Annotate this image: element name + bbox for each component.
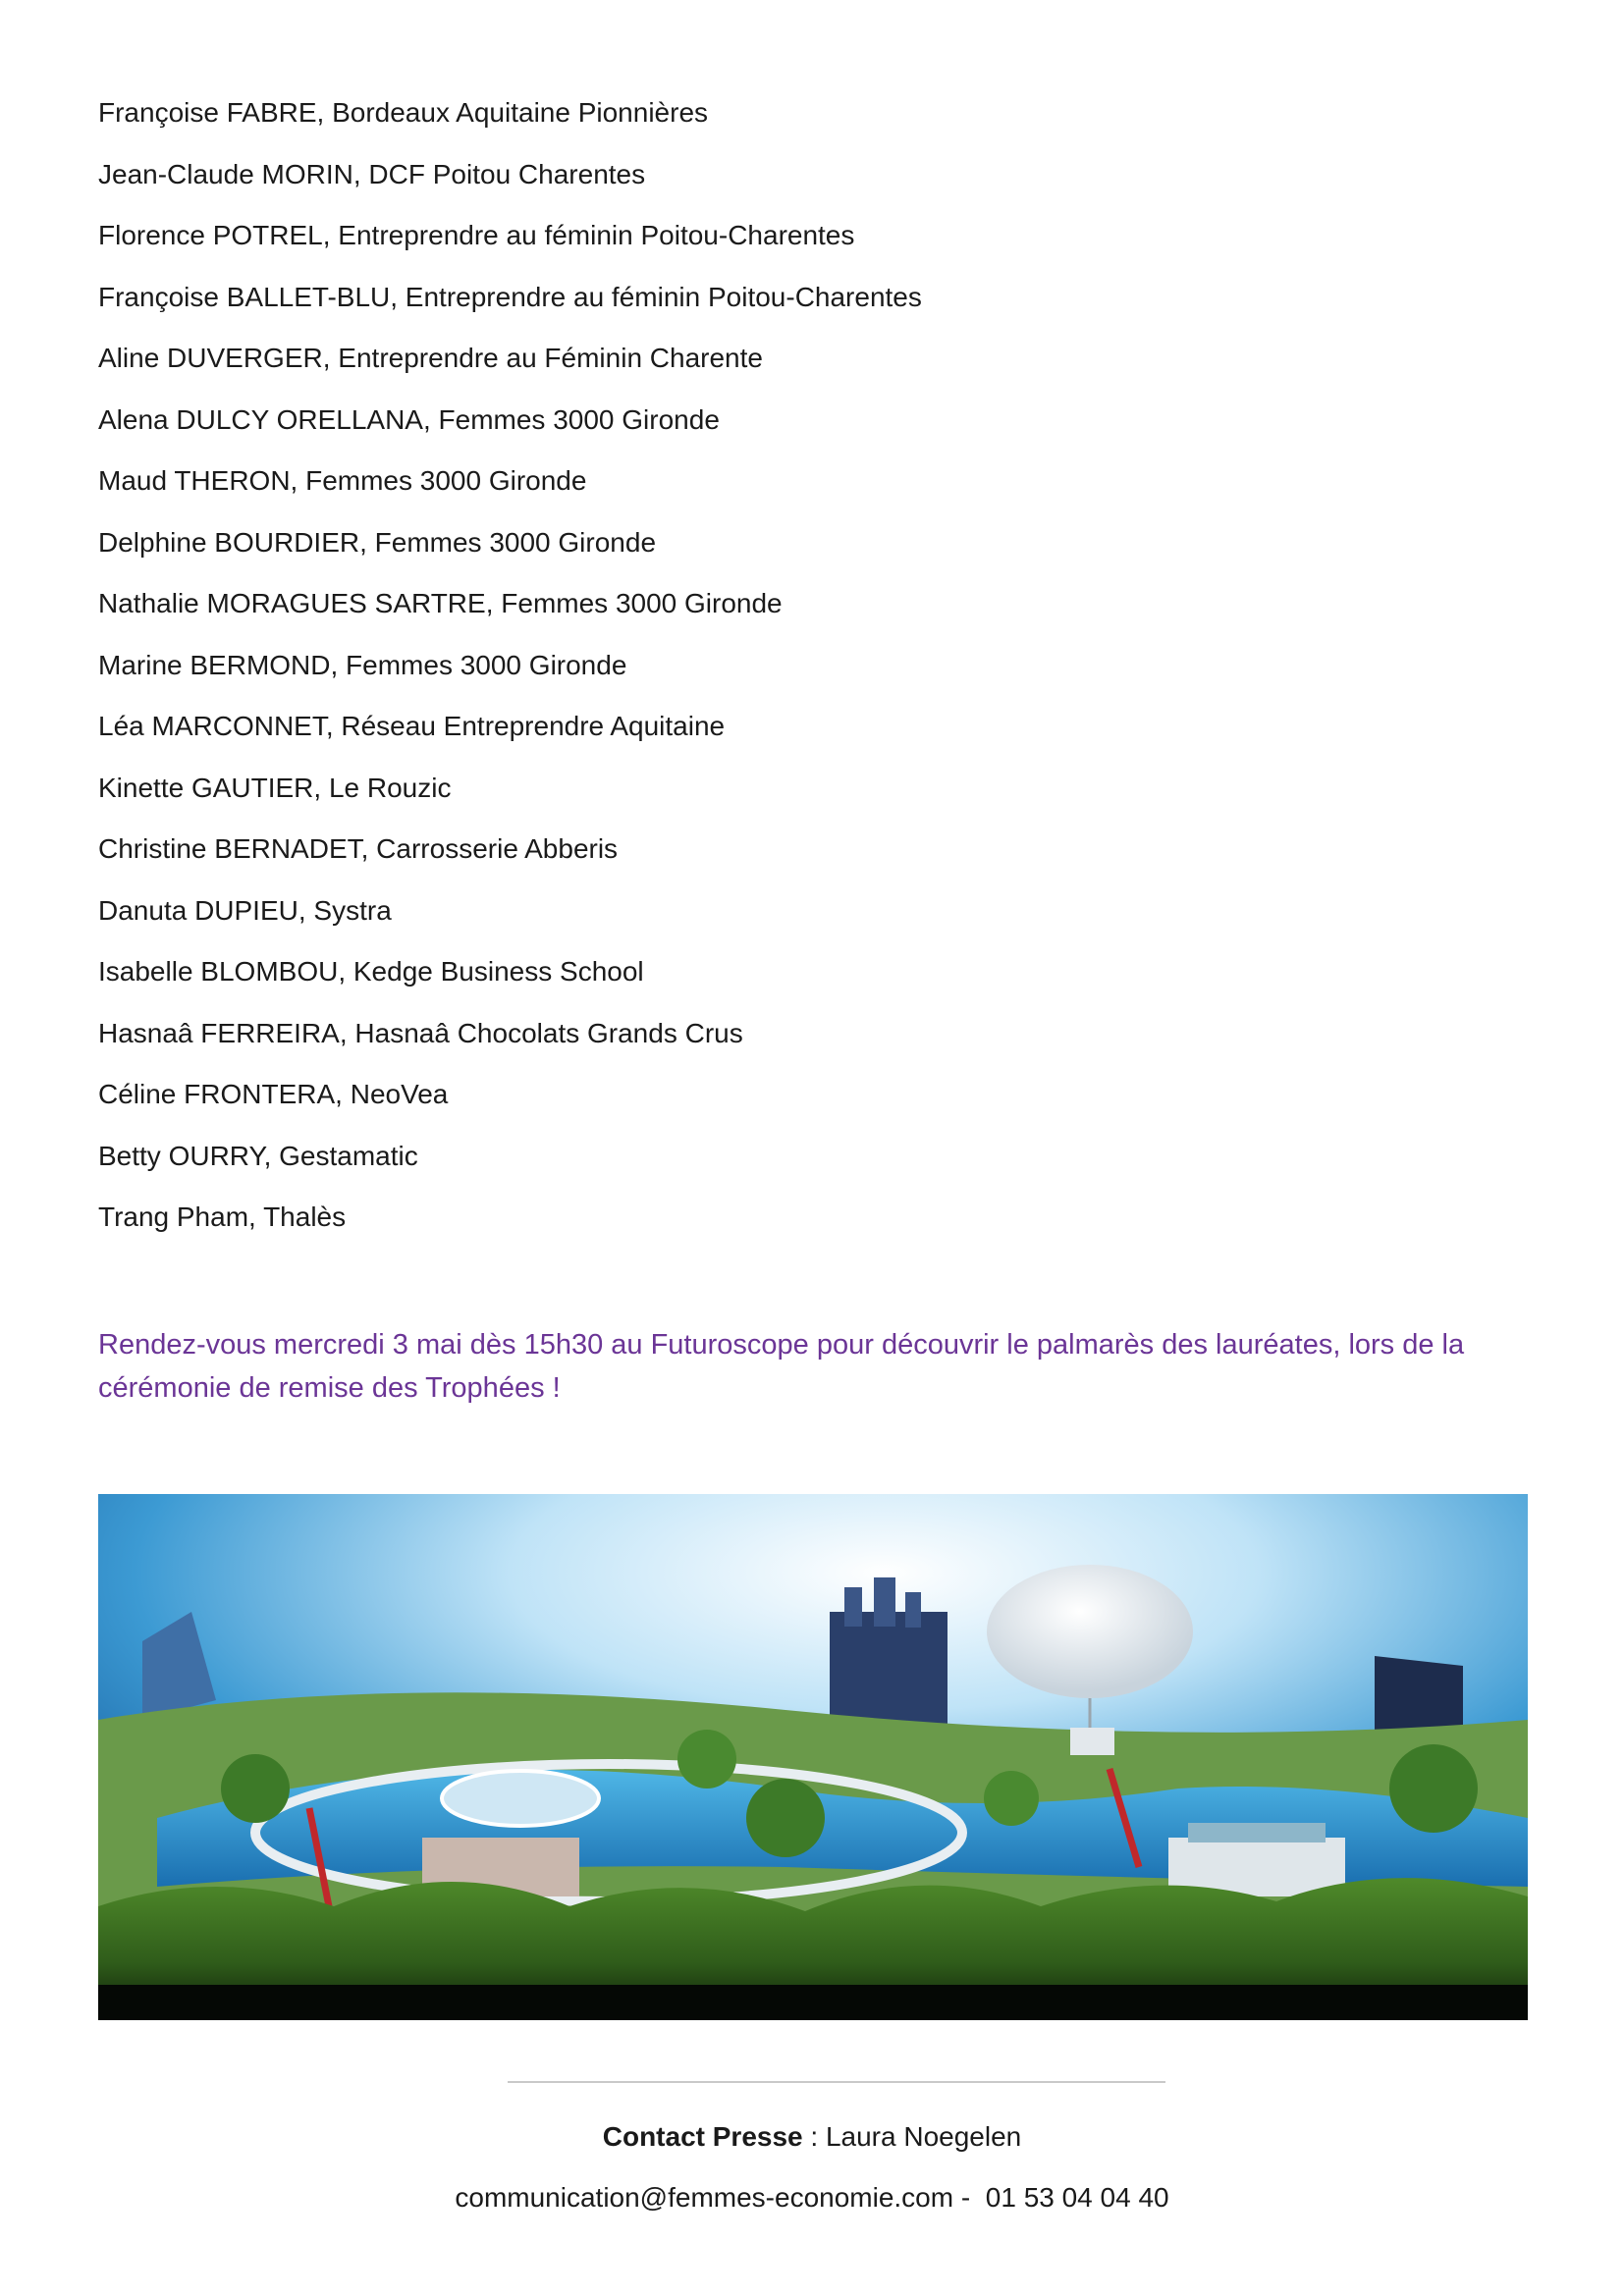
press-contact-name: Laura Noegelen <box>825 2121 1022 2152</box>
list-item: Jean-Claude MORIN, DCF Poitou Charentes <box>98 158 646 189</box>
contact-phone: 01 53 04 04 40 <box>985 2182 1169 2213</box>
list-item: Trang Pham, Thalès <box>98 1201 347 1232</box>
footer-divider <box>508 2081 1165 2083</box>
list-item: Hasnaâ FERREIRA, Hasnaâ Chocolats Grands Crus <box>98 1017 743 1048</box>
participant-list <box>98 96 922 1262</box>
list-item: Léa MARCONNET, Réseau Entreprendre Aquitaine <box>98 711 726 741</box>
list-item: Céline FRONTERA, NeoVea <box>98 1079 449 1109</box>
list-item: Betty OURRY, Gestamatic <box>98 1140 418 1171</box>
list-item: Maud THERON, Femmes 3000 Gironde <box>98 465 587 496</box>
press-contact-separator: : <box>802 2121 826 2152</box>
park-illustration <box>98 1494 1528 2020</box>
list-item: Aline DUVERGER, Entreprendre au Féminin Charente <box>98 343 763 373</box>
contact-dash: - <box>953 2182 986 2213</box>
event-announcement: Rendez-vous mercredi 3 mai dès 15h30 au Futuroscope pour découvrir le palmarès des lauréates, lors de la cérémonie de remise des Trophées ! <box>98 1329 1465 1404</box>
balloon-icon <box>987 1565 1193 1698</box>
list-item: Florence POTREL, Entreprendre au féminin Poitou-Charentes <box>98 220 855 250</box>
building-icon <box>830 1612 947 1730</box>
list-item: Alena DULCY ORELLANA, Femmes 3000 Gironde <box>98 403 720 435</box>
contact-details <box>0 2181 1624 2215</box>
list-item: Christine BERNADET, Carrosserie Abberis <box>98 833 619 864</box>
press-contact <box>0 2120 1624 2154</box>
futuroscope-park-image <box>98 1494 1528 2020</box>
list-item: Nathalie MORAGUES SARTRE, Femmes 3000 Gironde <box>98 588 783 618</box>
contact-email[interactable]: communication@femmes-economie.com <box>455 2182 954 2213</box>
list-item: Isabelle BLOMBOU, Kedge Business School <box>98 956 644 987</box>
list-item: Françoise BALLET-BLU, Entreprendre au féminin Poitou-Charentes <box>98 281 922 312</box>
list-item: Marine BERMOND, Femmes 3000 Gironde <box>98 649 627 680</box>
list-item: Danuta DUPIEU, Systra <box>98 894 392 926</box>
press-contact-label: Contact Presse <box>602 2121 803 2152</box>
list-item: Delphine BOURDIER, Femmes 3000 Gironde <box>98 526 657 558</box>
list-item: Françoise FABRE, Bordeaux Aquitaine Pionnières <box>98 97 709 128</box>
list-item: Kinette GAUTIER, Le Rouzic <box>98 772 452 803</box>
